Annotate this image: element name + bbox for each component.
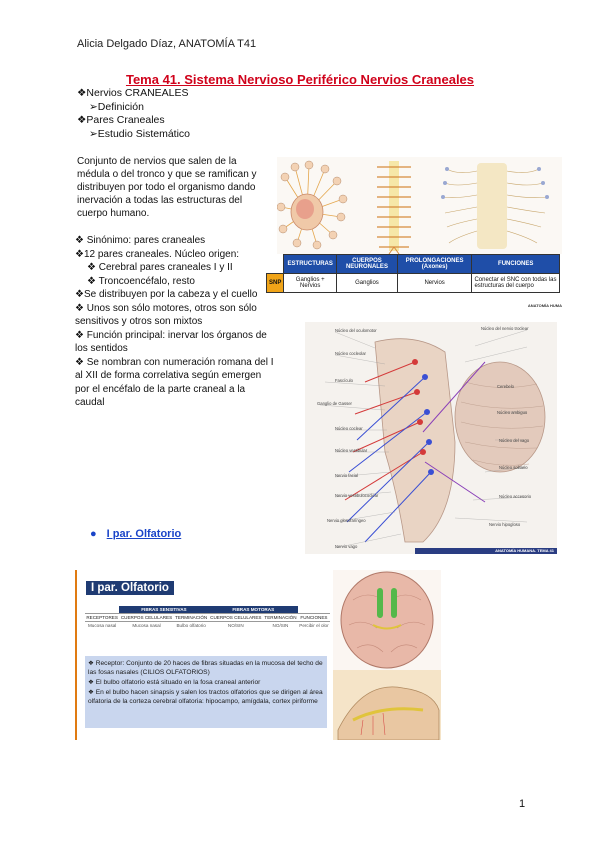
table-corner: [298, 606, 330, 614]
brainstem-label: Nervio vago: [335, 544, 358, 549]
brainstem-label: Núcleo accesorio: [499, 494, 532, 499]
table-cell: Ganglios: [337, 274, 398, 293]
bullet-item: ❖12 pares craneales. Núcleo origen:: [75, 248, 240, 260]
table-header: FUNCIONES: [298, 614, 330, 622]
bullet-item: ❖ Sinónimo: pares craneales: [75, 235, 206, 246]
brainstem-label: Núcleo vestibular: [335, 448, 368, 453]
table-corner: [85, 606, 119, 614]
table-header: PROLONGACIONES (Axones): [397, 255, 472, 274]
table-cell: Nervios: [397, 274, 472, 293]
brainstem-label: Núcleo del vago: [499, 438, 530, 443]
fibers-table: [85, 606, 330, 629]
table-header: RECEPTORES: [86, 615, 118, 620]
brainstem-label: Nervio glosofaríngeo: [327, 518, 366, 523]
table-header: FUNCIONES: [472, 255, 560, 274]
olfactory-bulb-figure: [333, 570, 441, 740]
nerves-figure: [262, 157, 562, 307]
slide-title: I par. Olfatorio: [86, 581, 174, 595]
table-corner: [267, 255, 284, 274]
brainstem-label: Núcleo solitario: [499, 465, 528, 470]
table-header: CUERPOS CELULARES: [210, 615, 262, 620]
bullet-item: ❖ Se nombran con numeración romana del I al XII de forma correlativa según emergen por el encéfalo de la parte craneal a la caudal: [75, 356, 274, 408]
figure-caption: ANATOMÍA HUMA: [527, 303, 562, 308]
table-cell: NO/SIN: [209, 622, 263, 630]
figure-caption: ANATOMÍA HUMANA. TEMA 41: [415, 548, 557, 554]
table-cell: Conectar el SNC con todas las estructuras del cuerpo: [472, 274, 560, 293]
slide-note: ❖ Receptor: Conjunto de 20 haces de fibras situadas en la mucosa del techo de las fosas nasales (CILIOS OLFATORIOS): [88, 660, 323, 676]
brain-base-illustration: [333, 570, 441, 740]
brainstem-label: Núcleo del oculomotor: [335, 328, 377, 333]
brainstem-label: Núcleo cocleolar: [335, 351, 366, 356]
brainstem-label: Núcleo ambiguo: [497, 410, 528, 415]
table-header: CUERPOS CELULARES: [120, 615, 173, 620]
outline-item: ❖Pares Craneales: [77, 114, 165, 126]
brainstem-figure: [305, 322, 557, 554]
outline-item: ➢Definición: [89, 100, 144, 113]
table-header: TERMINACIÓN: [175, 615, 208, 620]
page-number: 1: [519, 798, 526, 810]
brainstem-label: Nervio facial: [335, 473, 359, 478]
outline-item: ❖Nervios CRANEALES: [77, 87, 189, 99]
table-header: ESTRUCTURAS: [284, 255, 337, 274]
peripheral-nerves-illustration: [277, 157, 562, 254]
table-cell: Mucosa nasal: [119, 622, 173, 630]
table-header: TERMINACIÓN: [264, 615, 297, 620]
snp-table: [266, 254, 560, 293]
table-cell: NO/SIN: [263, 622, 298, 630]
table-cell: SNP: [267, 274, 284, 293]
slide-note: ❖ En el bulbo hacen sinapsis y salen los tractos olfatorios que se dirigen al área olfatoria de la corteza cerebral olfatoria: hipocampo, amígdala, cortex piriforme: [88, 689, 323, 705]
bullet-item: ❖ Troncoencéfalo, resto: [87, 275, 195, 287]
page-title: Tema 41. Sistema Nervioso Periférico Nervios Craneales: [125, 72, 475, 87]
bullet-item: ❖ Unos son sólo motores, otros son sólo sensitivos y otros son mixtos: [75, 302, 257, 327]
bullet-list: [75, 234, 275, 410]
brainstem-label: Nervio vestibulococlear: [335, 493, 379, 498]
brainstem-label: Núcleo coclear: [335, 426, 363, 431]
bullet-item: ❖ Función principal: inervar los órganos de los sentidos: [75, 329, 267, 354]
table-cell: Ganglios + Nervios: [284, 274, 337, 293]
slide-note: ❖ El bulbo olfatorio está situado en la fosa craneal anterior: [88, 679, 261, 686]
table-cell: Percibir el olor: [299, 623, 329, 628]
brainstem-label: Nervio hipogloso: [489, 522, 521, 527]
outline: [77, 87, 190, 141]
table-cell: Mucosa nasal: [85, 622, 119, 630]
brainstem-label: Cerebelo: [497, 384, 514, 389]
bullet-item: ❖Se distribuyen por la cabeza y el cuello: [75, 289, 258, 300]
olfactory-slide: [75, 570, 331, 740]
table-group-header: FIBRAS MOTORAS: [209, 606, 298, 614]
brainstem-label: Ganglio de Gasser: [317, 401, 352, 406]
link-text[interactable]: I par. Olfatorio: [106, 528, 182, 540]
outline-item: ➢Estudio Sistemático: [89, 127, 191, 140]
slide-notes-box: [85, 656, 327, 728]
table-cell: Bulbo olfatorio: [174, 622, 209, 630]
bullet-item: ❖ Cerebral pares craneales I y II: [87, 262, 233, 273]
page-header: Alicia Delgado Díaz, ANATOMÍA T41: [77, 38, 257, 50]
definition-paragraph: Conjunto de nervios que salen de la médula o del tronco y que se ramifican y distribuyen por todo el organismo dando inervación a todas las estructuras del cuerpo humano.: [77, 156, 257, 219]
table-group-header: FIBRAS SENSITIVAS: [119, 606, 208, 614]
brainstem-label: Núcleo del nervio troclear: [481, 326, 529, 331]
table-header: CUERPOS NEURONALES: [337, 255, 398, 274]
olfactory-link[interactable]: [90, 528, 181, 540]
bullet-dot-icon: ●: [90, 528, 97, 540]
brainstem-label: Fascículo: [335, 378, 353, 383]
